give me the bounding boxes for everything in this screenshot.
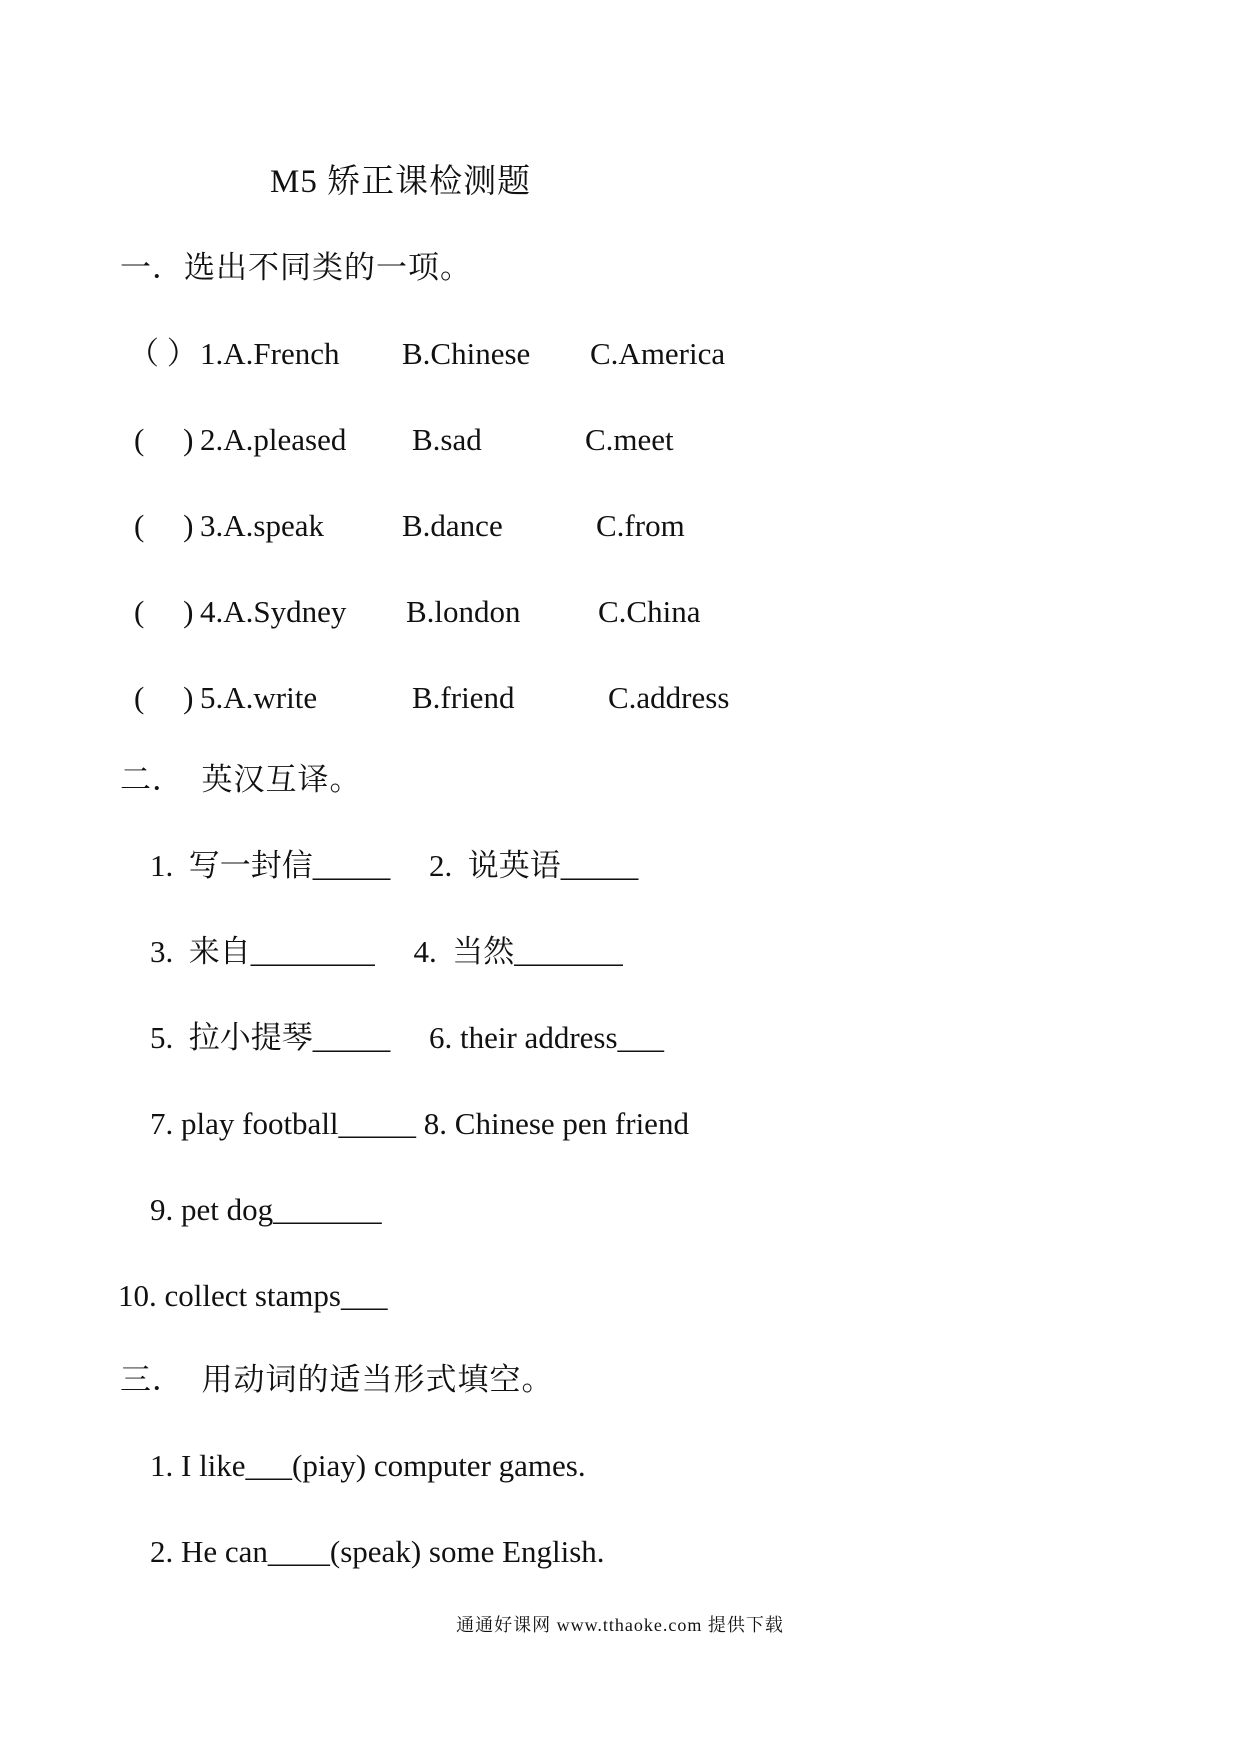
answer-bracket[interactable]: （ ） <box>128 336 198 371</box>
option-b: B.dance <box>402 508 503 543</box>
option-c: C.address <box>608 680 730 715</box>
page-title: M5 矫正课检测题 <box>270 164 532 200</box>
fill-in-line: 2. He can____(speak) some English. <box>150 1534 605 1569</box>
option-a: 4.A.Sydney <box>200 594 347 629</box>
option-a: 2.A.pleased <box>200 422 347 457</box>
option-b: B.Chinese <box>402 336 531 371</box>
option-c: C.meet <box>585 422 674 457</box>
answer-bracket[interactable]: ( ) <box>134 680 194 715</box>
option-b: B.sad <box>412 422 482 457</box>
answer-bracket[interactable]: ( ) <box>134 508 194 543</box>
translation-line: 5. 拉小提琴_____ 6. their address___ <box>150 1020 665 1055</box>
translation-line: 3. 来自________ 4. 当然_______ <box>150 934 623 969</box>
option-a: 1.A.French <box>200 336 340 371</box>
answer-bracket[interactable]: ( ) <box>134 594 194 629</box>
option-b: B.friend <box>412 680 515 715</box>
footer-source: 通通好课网 www.tthaoke.com 提供下载 <box>456 1615 784 1635</box>
section-3-heading: 三． 用动词的适当形式填空。 <box>120 1362 554 1397</box>
translation-line: 7. play football_____ 8. Chinese pen friend <box>150 1106 689 1141</box>
fill-in-line: 1. I like___(piay) computer games. <box>150 1448 586 1483</box>
option-b: B.london <box>406 594 521 629</box>
option-c: C.China <box>598 594 701 629</box>
option-a: 3.A.speak <box>200 508 324 543</box>
translation-line: 10. collect stamps___ <box>118 1278 388 1313</box>
section-1-heading: 一．选出不同类的一项。 <box>120 250 472 285</box>
option-a: 5.A.write <box>200 680 318 715</box>
translation-line: 9. pet dog_______ <box>150 1192 382 1227</box>
option-c: C.America <box>590 336 726 371</box>
translation-line: 1. 写一封信_____ 2. 说英语_____ <box>150 848 639 883</box>
option-c: C.from <box>596 508 685 543</box>
answer-bracket[interactable]: ( ) <box>134 422 194 457</box>
section-2-heading: 二． 英汉互译。 <box>120 762 362 797</box>
